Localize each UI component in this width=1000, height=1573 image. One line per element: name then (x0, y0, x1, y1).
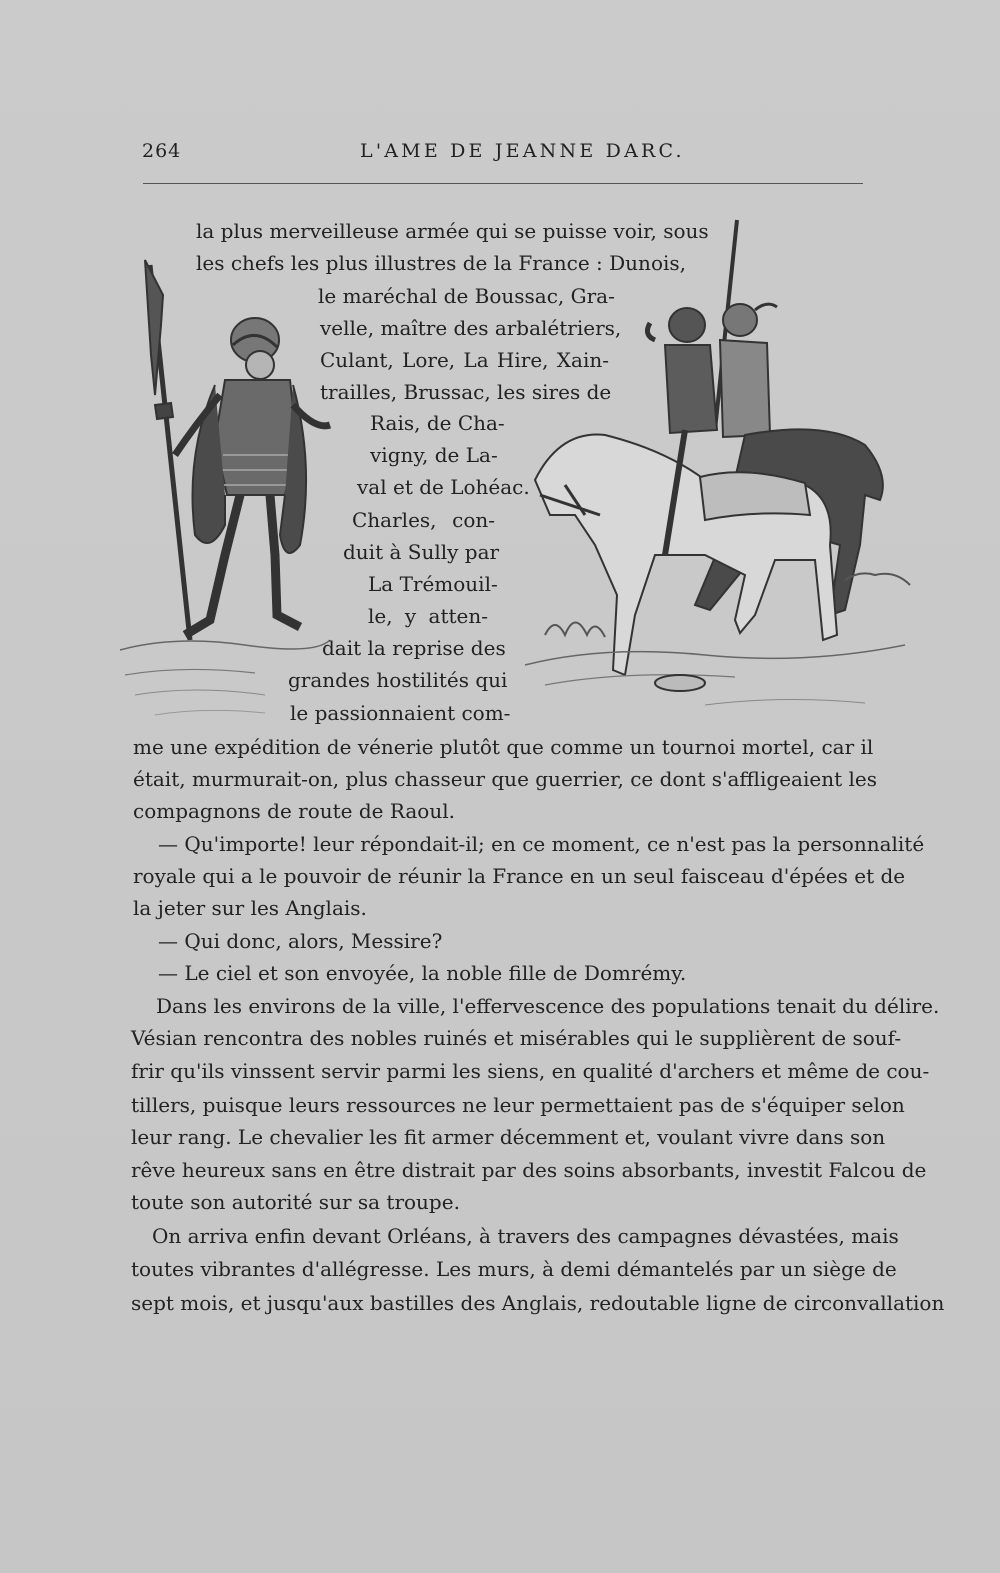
text-line: la plus merveilleuse armée qui se puisse voir, sous (196, 219, 709, 243)
text-line: compagnons de route de Raoul. (133, 799, 455, 823)
text-line: velle, maître des arbalétriers, (320, 316, 622, 340)
text-line: Rais, de Cha- (370, 411, 505, 435)
text-line: le passionnaient com- (290, 701, 511, 725)
text-line: grandes hostilités qui (288, 668, 508, 692)
text-line: le maréchal de Boussac, Gra- (318, 284, 615, 308)
page-number: 264 (142, 140, 182, 162)
text-line: vigny, de La- (370, 443, 498, 467)
text-line: me une expédition de vénerie plutôt que comme un tournoi mortel, car il (133, 735, 874, 759)
text-line: les chefs les plus illustres de la France : Dunois, (196, 251, 686, 275)
foot-soldier-illustration (115, 255, 340, 725)
text-line: toute son autorité sur sa troupe. (131, 1190, 460, 1214)
page-header (142, 140, 862, 170)
running-title: L'AME DE JEANNE DARC. (360, 140, 685, 162)
text-line: rêve heureux sans en être distrait par des soins absorbants, investit Falcou de (131, 1158, 927, 1182)
text-line: dait la reprise des (322, 636, 506, 660)
text-line: était, murmurait-on, plus chasseur que guerrier, ce dont s'affligeaient les (133, 767, 877, 791)
text-line: Vésian rencontra des nobles ruinés et misérables qui le supplièrent de souf- (131, 1026, 902, 1050)
header-rule (143, 183, 863, 184)
text-line: sept mois, et jusqu'aux bastilles des Anglais, redoutable ligne de circonvallation (131, 1291, 945, 1315)
text-line: royale qui a le pouvoir de réunir la France en un seul faisceau d'épées et de (133, 864, 906, 888)
text-line: la jeter sur les Anglais. (133, 896, 367, 920)
text-line: le, y atten- (368, 604, 488, 628)
text-line: duit à Sully par (343, 540, 500, 564)
text-line: — Qu'importe! leur répondait-il; en ce moment, ce n'est pas la personnalité (158, 832, 925, 856)
text-line: tillers, puisque leurs ressources ne leur permettaient pas de s'équiper selon (131, 1093, 905, 1117)
text-line: Culant, Lore, La Hire, Xain- (320, 348, 609, 372)
text-line: leur rang. Le chevalier les fit armer décemment et, voulant vivre dans son (131, 1125, 886, 1149)
text-line: toutes vibrantes d'allégresse. Les murs, à demi démantelés par un siège de (131, 1257, 897, 1281)
text-line: — Le ciel et son envoyée, la noble fille de Domrémy. (158, 961, 687, 985)
text-line: On arriva enfin devant Orléans, à travers des campagnes dévastées, mais (152, 1224, 899, 1248)
text-line: — Qui donc, alors, Messire? (158, 929, 443, 953)
text-line: Charles, con- (352, 508, 495, 532)
text-line: La Trémouil- (368, 572, 498, 596)
text-line: frir qu'ils vinssent servir parmi les siens, en qualité d'archers et même de cou- (131, 1059, 930, 1083)
text-line: Dans les environs de la ville, l'effervescence des populations tenait du délire. (156, 994, 940, 1018)
text-line: val et de Lohéac. (357, 475, 530, 499)
text-line: trailles, Brussac, les sires de (320, 380, 612, 404)
